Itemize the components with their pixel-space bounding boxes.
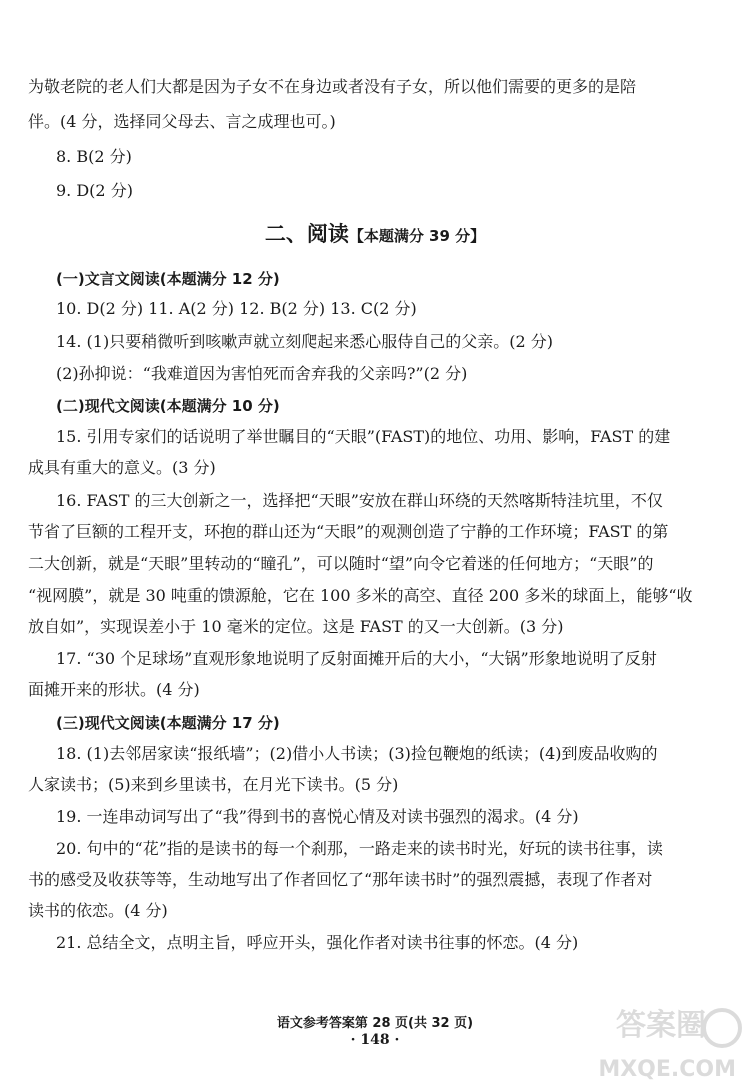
- answer-q10-13: 10. D(2 分) 11. A(2 分) 12. B(2 分) 13. C(2 分): [56, 299, 417, 318]
- subsection-title: (二)现代文阅读(本题满分 10 分): [56, 397, 280, 415]
- watermark-url: MXQE.COM: [598, 1057, 736, 1082]
- paragraph-line: 为敬老院的老人们大都是因为子女不在身边或者没有子女，所以他们需要的更多的是陪: [28, 77, 637, 96]
- answer-q14-1: 14. (1)只要稍微听到咳嗽声就立刻爬起来悉心服侍自己的父亲。(2 分): [56, 332, 553, 351]
- heading-main: 二、阅读: [264, 222, 349, 246]
- answer-q20: 20. 句中的“花”指的是读书的每一个刹那，一路走来的读书时光，好玩的读书往事，读: [56, 839, 663, 858]
- footer-label: 语文参考答案第 28 页(共 32 页): [276, 1016, 474, 1031]
- watermark-text: 答案圈: [616, 1008, 706, 1043]
- answer-q14-2: (2)孙抑说：“我难道因为害怕死而舍弃我的父亲吗?”(2 分): [56, 364, 468, 383]
- answer-q19: 19. 一连串动词写出了“我”得到书的喜悦心情及对读书强烈的渴求。(4 分): [56, 807, 579, 826]
- answer-q16-cont: 二大创新，就是“天眼”里转动的“瞳孔”，可以随时“望”向令它着迷的任何地方；“天眼”的: [28, 554, 654, 573]
- answer-q21: 21. 总结全文，点明主旨，呼应开头，强化作者对读书往事的怀恋。(4 分): [56, 933, 579, 952]
- answer-q16: 16. FAST 的三大创新之一，选择把“天眼”安放在群山环绕的天然喀斯特洼坑里，不仅: [56, 491, 663, 510]
- paragraph-line: 伴。(4 分，选择同父母去、言之成理也可。): [28, 112, 336, 131]
- page-number: · 148 ·: [350, 1032, 400, 1048]
- answer-q18-cont: 人家读书；(5)来到乡里读书，在月光下读书。(5 分): [28, 775, 399, 794]
- heading-note: 【本题满分 39 分】: [348, 227, 486, 245]
- section-heading: [0, 218, 750, 248]
- answer-q17-cont: 面摊开来的形状。(4 分): [28, 680, 200, 699]
- subsection-title: (一)文言文阅读(本题满分 12 分): [56, 270, 280, 288]
- answer-q8: 8. B(2 分): [56, 147, 132, 166]
- answer-q16-cont: 放自如”，实现误差小于 10 毫米的定位。这是 FAST 的又一大创新。(3 分): [28, 617, 564, 636]
- answer-q16-cont: 节省了巨额的工程开支，环抱的群山还为“天眼”的观测创造了宁静的工作环境；FAST 的第: [28, 522, 669, 541]
- answer-q15: 15. 引用专家们的话说明了举世瞩目的“天眼”(FAST)的地位、功用、影响，FAST 的建: [56, 427, 671, 446]
- answer-q16-cont: “视网膜”，就是 30 吨重的馈源舱，它在 100 多米的高空、直径 200 多米的球面上，能够“收: [28, 586, 693, 605]
- answer-q17: 17. “30 个足球场”直观形象地说明了反射面摊开后的大小，“大锅”形象地说明了反射: [56, 649, 657, 668]
- answer-q15-cont: 成具有重大的意义。(3 分): [28, 458, 216, 477]
- watermark-circle-icon: [702, 1008, 742, 1048]
- answer-q20-cont: 读书的依恋。(4 分): [28, 901, 168, 920]
- answer-q9: 9. D(2 分): [56, 181, 133, 200]
- answer-q20-cont: 书的感受及收获等等，生动地写出了作者回忆了“那年读书时”的强烈震撼，表现了作者对: [28, 870, 653, 889]
- subsection-title: (三)现代文阅读(本题满分 17 分): [56, 714, 280, 732]
- watermark-logo: [592, 1004, 742, 1084]
- answer-q18: 18. (1)去邻居家读“报纸墙”；(2)借小人书读；(3)捡包鞭炮的纸读；(4)到废品收购的: [56, 744, 658, 763]
